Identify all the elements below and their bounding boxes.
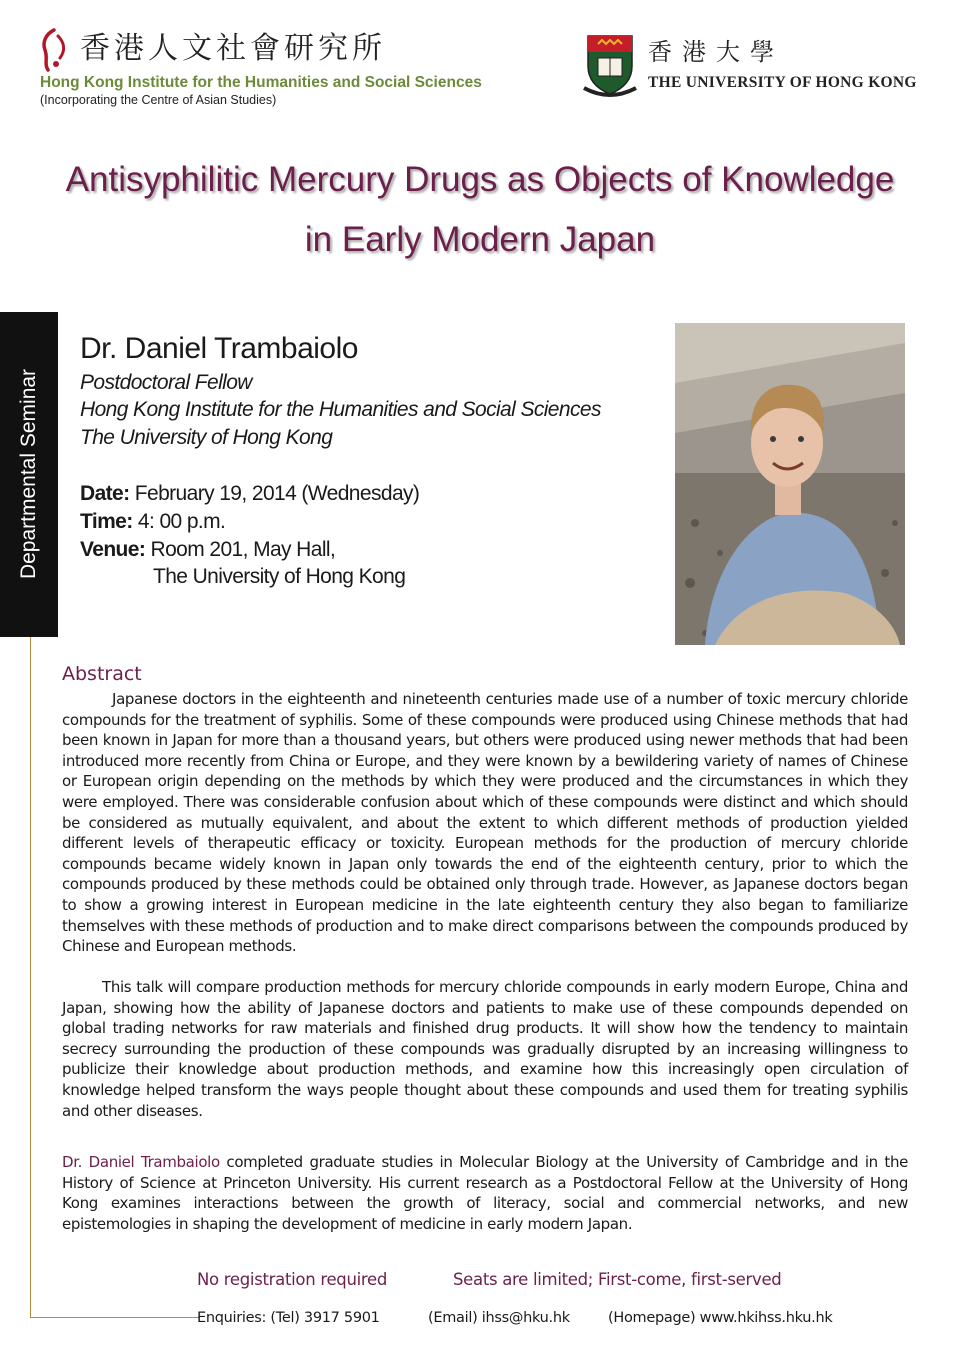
- enquiries-phone: Enquiries: (Tel) 3917 5901: [197, 1310, 380, 1326]
- abstract-paragraph-2: This talk will compare production methods for mercury chloride compounds in early modern Europe, China and Japan, showing how the ability of Japanese doctors and patients to make use of these compounds depended on global trading networks for raw materials and finished drug products. It will show how the tendency to maintain secrecy surrounding the production of these compounds was gradually disrupted by an increasing willingness to publicize their knowledge about production methods, and examine how this increasingly open circulation of knowledge helped transform the ways people thought about these compounds and used them for treating syphilis and other diseases.: [62, 978, 908, 1120]
- hku-crest-icon: [582, 32, 638, 100]
- bio-text: completed graduate studies in Molecular Biology at the University of Cambridge and in the History of Science at Princeton University. His current research as a Postdoctoral Fellow at the University of Hong Kong examines interactions between the growth of literacy, social and commercial networks, and new epistemologies in shaping the development of medicine in early modern Japan.: [62, 1153, 908, 1233]
- speaker-photo: [675, 323, 905, 645]
- event-venue: [80, 538, 335, 562]
- venue-label: Venue:: [80, 538, 146, 561]
- abstract-paragraph-1: Japanese doctors in the eighteenth and nineteenth centuries made use of a number of toxic mercury chloride compounds for the treatment of syphilis. Some of these compounds were produced using Chinese methods that had been known in Japan for more than a thousand years, but others were produced using newer methods that had been introduced more recently from China or Europe, and they were known by a bewildering variety of names of Chinese or European origin depending on the methods by which they were produced and the circumstances in which they were employed. There was considerable confusion about which of these compounds were distinct and which should be considered as mutually equivalent, and about the extent to which different methods of production yielded different levels of therapeutic efficacy or toxicity. European methods for the production of mercury chloride compounds became widely known in Japan only towards the end of the eighteenth century, prior to which the compounds produced by these methods could be obtained only through trade. However, as Japanese doctors began to show a growing interest in European medicine in the late eighteenth century they also began to familiarize themselves with these methods of production and to make direct comparisons between the compounds produced by Chinese and European methods.: [62, 690, 908, 956]
- bio-speaker-name: Dr. Daniel Trambaiolo: [62, 1153, 220, 1171]
- enquiries-email: (Email) ihss@hku.hk: [428, 1310, 570, 1326]
- event-time: [80, 510, 225, 534]
- seats-note: Seats are limited; First-come, first-served: [453, 1270, 782, 1289]
- seminar-title-line-1: Antisyphilitic Mercury Drugs as Objects of Knowledge: [65, 160, 895, 199]
- ihss-english-name: Hong Kong Institute for the Humanities and Social Sciences: [40, 74, 482, 91]
- speaker-name: Dr. Daniel Trambaiolo: [80, 332, 358, 365]
- date-value: February 19, 2014 (Wednesday): [134, 482, 420, 505]
- ihss-subtitle: (Incorporating the Centre of Asian Studies): [40, 93, 277, 107]
- seminar-title: [20, 150, 940, 270]
- registration-note: No registration required: [197, 1270, 388, 1289]
- speaker-bio: [62, 1152, 908, 1234]
- date-label: Date:: [80, 482, 130, 505]
- speaker-position: Postdoctoral Fellow: [80, 371, 252, 394]
- time-label: Time:: [80, 510, 133, 533]
- speaker-institute: Hong Kong Institute for the Humanities and Social Sciences: [80, 398, 601, 421]
- seminar-title-line-2: in Early Modern Japan: [304, 220, 656, 259]
- accent-line-vertical: [30, 637, 31, 1317]
- accent-line-horizontal: [30, 1317, 200, 1318]
- seminar-type-label: Departmental Seminar: [17, 368, 40, 580]
- homepage-link[interactable]: (Homepage) www.hkihss.hku.hk: [608, 1310, 833, 1326]
- time-value: 4: 00 p.m.: [137, 510, 226, 533]
- event-date: [80, 482, 419, 506]
- ihss-chinese-name: 香港人文社會研究所: [80, 31, 386, 66]
- seminar-type-tab: [0, 312, 58, 637]
- ihss-logo-icon: [36, 28, 72, 72]
- hku-english-name: THE UNIVERSITY OF HONG KONG: [648, 74, 917, 91]
- venue-value: Room 201, May Hall,: [150, 538, 336, 561]
- venue-value-line-2: The University of Hong Kong: [153, 565, 406, 588]
- abstract-heading: Abstract: [62, 663, 142, 685]
- hku-chinese-name: 香港大學: [648, 38, 784, 66]
- speaker-university: The University of Hong Kong: [80, 426, 333, 449]
